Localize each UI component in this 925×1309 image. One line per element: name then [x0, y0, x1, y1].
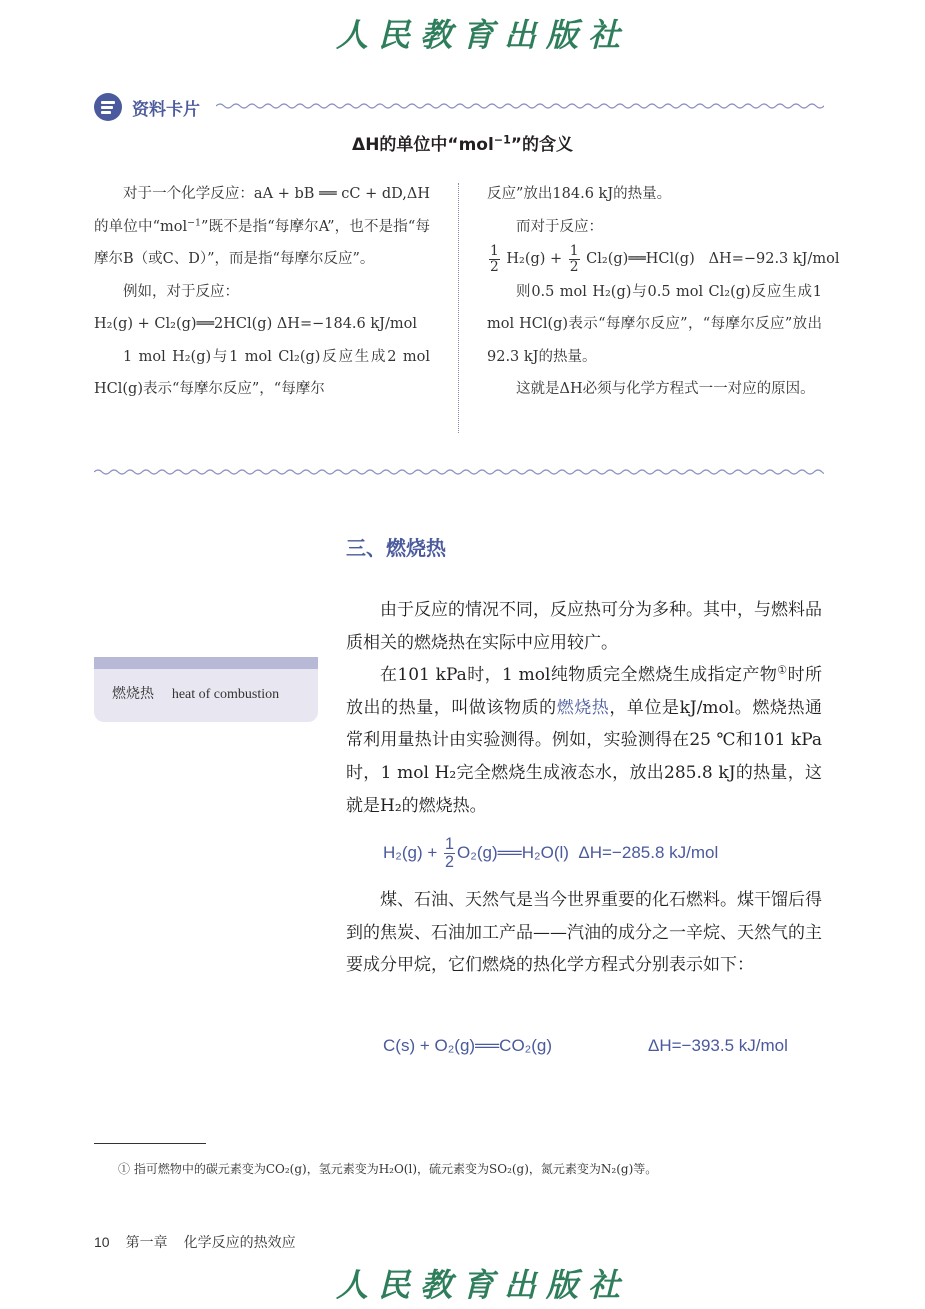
card-right-p4: 这就是ΔH必须与化学方程式一一对应的原因。: [516, 381, 815, 397]
chapter-title: 化学反应的热效应: [183, 1235, 296, 1251]
card-label: 资料卡片: [132, 99, 200, 120]
glossary-term-cn: 燃烧热: [112, 686, 154, 702]
h2-combustion-equation: H₂(g) + $\frac{1}{2}$ O₂(g)══H₂O(l) ΔH=−285.8 kJ/mol: [383, 835, 719, 871]
card-left-p3: 1 mol H₂(g)与1 mol Cl₂(g)反应生成2 mol HCl(g)表示“每摩尔反应”，“每摩尔: [94, 348, 430, 397]
glossary-bar: [94, 657, 318, 669]
card-right-p1: 反应”放出184.6 kJ的热量。: [487, 186, 672, 202]
card-left-p1: 对于一个化学反应：aA + bB ══ cC + dD,ΔH 的单位中“mol$^{-1}$”既不是指“每摩尔A”，也不是指“每摩尔B（或C、D）”，而是指“每摩尔反应”。: [94, 186, 431, 267]
fraction: $\frac{1}{2}$: [569, 243, 579, 275]
card-left-column: [94, 178, 430, 406]
chapter-number: 第一章: [125, 1235, 168, 1251]
publisher-logo-bottom: 人民教育出版社: [336, 1266, 631, 1304]
card-right-p2: 而对于反应：: [516, 218, 603, 235]
glossary-term-en: heat of combustion: [171, 687, 280, 702]
card-right-column: [487, 178, 840, 406]
glossary-box: [94, 657, 318, 722]
card-top-wave-divider: [216, 101, 824, 111]
publisher-logo-top: 人民教育出版社: [336, 16, 631, 54]
footnote: ① 指可燃物中的碳元素变为CO₂(g)，氢元素变为H₂O(l)，硫元素变为SO₂(g)，氮元素变为N₂(g)等。: [118, 1162, 658, 1176]
body-p2: 在101 kPa时，1 mol纯物质完全燃烧生成指定产物①时所放出的热量，叫做该物质的燃烧热，单位是kJ/mol。燃烧热通常利用量热计由实验测得。例如，实验测得在25 ℃和101 kPa时，1 mol H₂完全燃烧生成液态水，放出285.8 kJ的热量，这就是H₂的燃烧热。: [346, 663, 823, 816]
fraction: $\frac{1}{2}$: [490, 243, 499, 275]
page-footer: [94, 1232, 296, 1252]
card-left-equation: H₂(g) + Cl₂(g)══2HCl(g) ΔH=−184.6 kJ/mol: [94, 316, 417, 332]
page-number: 10: [94, 1234, 110, 1250]
card-right-equation: $\frac{1}{2}$ H₂(g) + $\frac{1}{2}$ Cl₂(g)══HCl(g) ΔH=−92.3 kJ/mol: [490, 243, 840, 275]
card-header: [94, 93, 200, 121]
body-p1: 由于反应的情况不同，反应热可分为多种。其中，与燃料品质相关的燃烧热在实际中应用较广。: [346, 600, 822, 653]
card-column-divider: [458, 183, 459, 433]
card-bottom-wave-divider: [94, 467, 824, 477]
document-icon: [94, 93, 122, 121]
card-right-p3: 则0.5 mol H₂(g)与0.5 mol Cl₂(g)反应生成1 mol HCl(g)表示“每摩尔反应”，“每摩尔反应”放出92.3 kJ的热量。: [487, 283, 822, 365]
section-body-2: [346, 884, 822, 982]
body-p3: 煤、石油、天然气是当今世界重要的化石燃料。煤干馏后得到的焦炭、石油加工产品——汽油的成分之一辛烷、天然气的主要成分甲烷，它们燃烧的热化学方程式分别表示如下：: [346, 890, 822, 976]
footnote-divider: [94, 1143, 206, 1144]
carbon-enthalpy: ΔH=−393.5 kJ/mol: [648, 1036, 788, 1055]
fraction: $\frac{1}{2}$: [445, 835, 455, 871]
key-term: 燃烧热: [556, 697, 610, 718]
card-title: ΔH的单位中“mol$^{-1}$”的含义: [352, 133, 573, 155]
card-left-p2: 例如，对于反应：: [123, 283, 239, 300]
section-body: [346, 594, 822, 822]
footnote-marker: ①: [777, 663, 788, 677]
section-title: 三、燃烧热: [346, 536, 446, 560]
carbon-combustion-equation: C(s) + O₂(g)══CO₂(g): [383, 1036, 553, 1055]
